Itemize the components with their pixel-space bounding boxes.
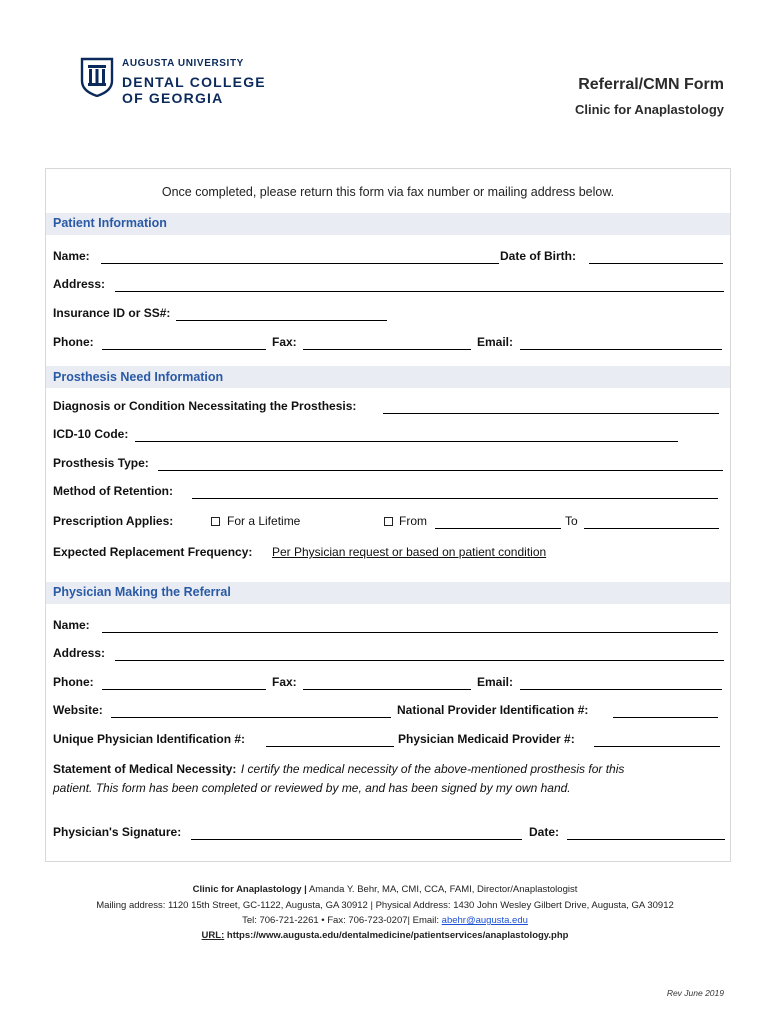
footer-mailing: Mailing address: 1120 15th Street, GC-1122, Augusta, GA 30912 | Physical Address: 1430 John Wesley Gilbert Drive, Augusta, GA 30912 bbox=[96, 900, 674, 911]
signature-label: Physician's Signature: bbox=[53, 825, 182, 839]
signature-field[interactable] bbox=[191, 839, 522, 840]
patient-dob-field[interactable] bbox=[589, 263, 723, 264]
physician-email-field[interactable] bbox=[520, 689, 722, 690]
footer-url-line bbox=[0, 930, 770, 941]
logo bbox=[80, 56, 320, 106]
icd-field[interactable] bbox=[135, 441, 678, 442]
section-title-physician: Physician Making the Referral bbox=[53, 585, 231, 599]
prescription-label: Prescription Applies: bbox=[53, 514, 174, 528]
physician-phone-field[interactable] bbox=[102, 689, 266, 690]
patient-name-field[interactable] bbox=[101, 263, 499, 264]
prosthesis-type-field[interactable] bbox=[158, 470, 723, 471]
physician-fax-field[interactable] bbox=[303, 689, 471, 690]
lifetime-checkbox[interactable] bbox=[211, 517, 220, 526]
retention-field[interactable] bbox=[192, 498, 718, 499]
revision-date: Rev June 2019 bbox=[666, 988, 724, 998]
form-title: Referral/CMN Form bbox=[578, 76, 724, 93]
patient-address-label: Address: bbox=[53, 277, 106, 291]
physician-name-field[interactable] bbox=[102, 632, 718, 633]
patient-email-field[interactable] bbox=[520, 349, 722, 350]
signature-date-label: Date: bbox=[529, 825, 560, 839]
shield-logo-icon bbox=[80, 57, 114, 97]
logo-line-1: DENTAL COLLEGE bbox=[122, 74, 266, 90]
npi-label: National Provider Identification #: bbox=[397, 703, 589, 717]
icd-label: ICD-10 Code: bbox=[53, 427, 129, 441]
to-option-label: To bbox=[565, 514, 578, 528]
website-field[interactable] bbox=[111, 717, 391, 718]
website-label: Website: bbox=[53, 703, 103, 717]
patient-phone-field[interactable] bbox=[102, 349, 266, 350]
intro-text: Once completed, please return this form via fax number or mailing address below. bbox=[161, 185, 615, 199]
diagnosis-field[interactable] bbox=[383, 413, 719, 414]
footer-contact: Tel: 706-721-2261 • Fax: 706-723-0207| Email: bbox=[242, 915, 440, 926]
patient-phone-label: Phone: bbox=[53, 335, 94, 349]
logo-university: AUGUSTA UNIVERSITY bbox=[122, 58, 244, 69]
physician-address-label: Address: bbox=[53, 646, 106, 660]
footer-email-link[interactable]: abehr@augusta.edu bbox=[441, 915, 528, 926]
from-option-label: From bbox=[399, 514, 427, 528]
frequency-label: Expected Replacement Frequency: bbox=[53, 545, 253, 559]
npi-field[interactable] bbox=[613, 717, 718, 718]
section-title-patient: Patient Information bbox=[53, 216, 167, 230]
form-subtitle: Clinic for Anaplastology bbox=[574, 102, 724, 117]
diagnosis-label: Diagnosis or Condition Necessitating the Prosthesis: bbox=[53, 399, 357, 413]
statement-text-1: I certify the medical necessity of the above-mentioned prosthesis for this bbox=[240, 762, 625, 776]
upi-label: Unique Physician Identification #: bbox=[53, 732, 246, 746]
footer-contact-line bbox=[0, 915, 770, 926]
patient-fax-label: Fax: bbox=[272, 335, 297, 349]
footer-url-label: URL: bbox=[201, 930, 225, 941]
patient-fax-field[interactable] bbox=[303, 349, 471, 350]
patient-address-field[interactable] bbox=[115, 291, 724, 292]
frequency-value: Per Physician request or based on patient condition bbox=[272, 545, 547, 559]
section-title-prosthesis: Prosthesis Need Information bbox=[53, 370, 224, 384]
patient-insurance-field[interactable] bbox=[176, 320, 387, 321]
lifetime-option-label: For a Lifetime bbox=[227, 514, 301, 528]
from-checkbox[interactable] bbox=[384, 517, 393, 526]
footer-url[interactable]: https://www.augusta.edu/dentalmedicine/patientservices/anaplastology.php bbox=[226, 930, 569, 941]
statement-line-1 bbox=[53, 760, 624, 778]
medicaid-field[interactable] bbox=[594, 746, 720, 747]
physician-name-label: Name: bbox=[53, 618, 90, 632]
footer-clinic-line bbox=[0, 884, 770, 895]
statement-label: Statement of Medical Necessity: bbox=[53, 762, 237, 776]
prosthesis-type-label: Prosthesis Type: bbox=[53, 456, 149, 470]
patient-dob-label: Date of Birth: bbox=[500, 249, 576, 263]
from-date-field[interactable] bbox=[435, 528, 561, 529]
patient-email-label: Email: bbox=[477, 335, 514, 349]
footer-staff: Amanda Y. Behr, MA, CMI, CCA, FAMI, Director/Anaplastologist bbox=[308, 884, 578, 895]
to-date-field[interactable] bbox=[584, 528, 719, 529]
signature-date-field[interactable] bbox=[567, 839, 725, 840]
upi-field[interactable] bbox=[266, 746, 394, 747]
statement-text-2: patient. This form has been completed or reviewed by me, and has been signed by my own hand. bbox=[53, 781, 571, 795]
physician-phone-label: Phone: bbox=[53, 675, 94, 689]
logo-line-2: OF GEORGIA bbox=[122, 90, 224, 106]
footer-separator: | bbox=[304, 884, 307, 895]
physician-fax-label: Fax: bbox=[272, 675, 297, 689]
patient-name-label: Name: bbox=[53, 249, 90, 263]
physician-address-field[interactable] bbox=[115, 660, 724, 661]
physician-email-label: Email: bbox=[477, 675, 514, 689]
medicaid-label: Physician Medicaid Provider #: bbox=[398, 732, 575, 746]
retention-label: Method of Retention: bbox=[53, 484, 173, 498]
footer-clinic-name: Clinic for Anaplastology bbox=[192, 884, 302, 895]
patient-insurance-label: Insurance ID or SS#: bbox=[53, 306, 171, 320]
